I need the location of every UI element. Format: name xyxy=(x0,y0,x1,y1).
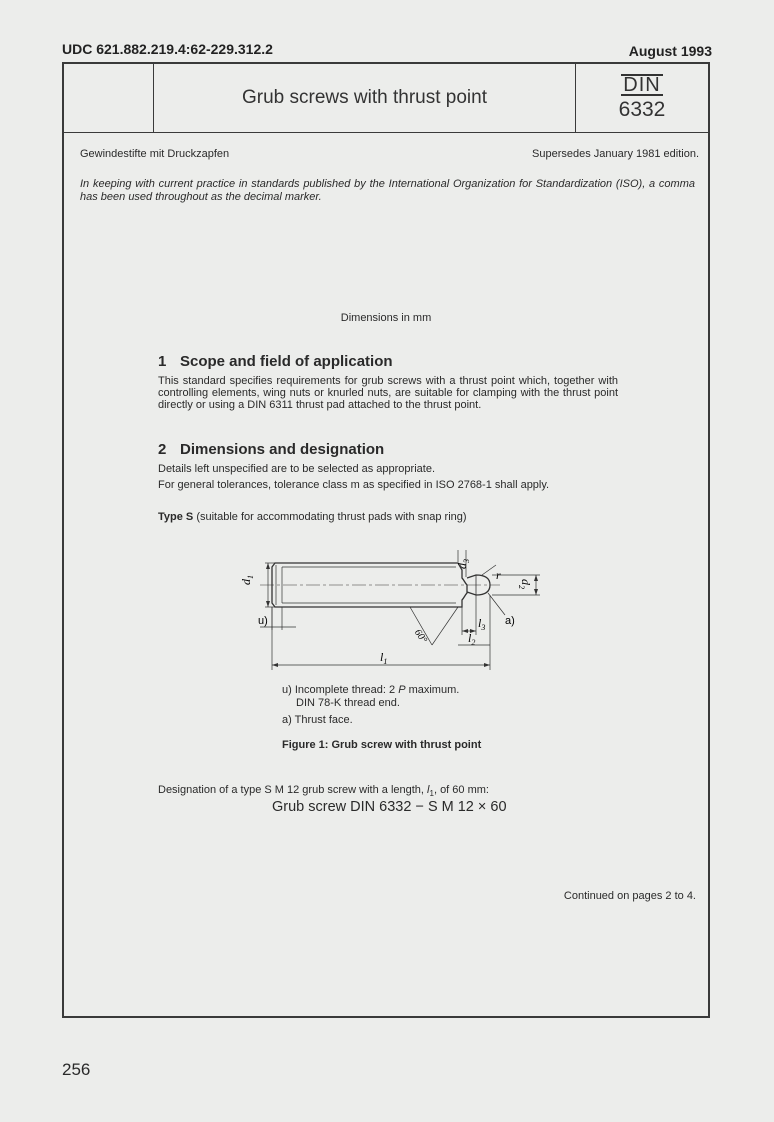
section-1-heading xyxy=(158,353,393,370)
publication-date: August 1993 xyxy=(628,43,712,59)
label-l2: $l_2$ xyxy=(468,631,476,647)
din-label: DIN xyxy=(623,74,661,96)
grub-screw-drawing xyxy=(220,545,550,675)
supersedes-note: Supersedes January 1981 edition. xyxy=(532,148,699,160)
section-2-number: 2 xyxy=(158,441,167,458)
din-designation xyxy=(576,64,708,132)
label-d1: $d_1$ xyxy=(239,575,255,585)
section-1-number: 1 xyxy=(158,353,167,370)
designation-intro: Designation of a type S M 12 grub screw with a length, $l_1$, of 60 mm: xyxy=(158,784,489,799)
section-1-text: This standard specifies requirements for grub screws with a thrust point which, together with controlling elements, wing nuts or knurled nuts, are suitable for clamping with the thrust point directly or using a DIN 6311 thrust pad attached to the thrust point. xyxy=(158,375,618,411)
section-2-line-2: For general tolerances, tolerance class m as specified in ISO 2768-1 shall apply. xyxy=(158,479,550,491)
iso-note: In keeping with current practice in standards published by the International Organization for Standardization (ISO), a comma has been used throughout as the decimal marker. xyxy=(80,178,695,203)
label-l3: $l_3$ xyxy=(478,616,486,632)
label-a: a) xyxy=(505,615,515,627)
header-divider xyxy=(62,132,710,133)
type-s-description: (suitable for accommodating thrust pads with snap ring) xyxy=(193,511,467,523)
label-angle: 60° xyxy=(411,627,430,646)
udc-number: UDC 621.882.219.4:62-229.312.2 xyxy=(62,41,273,57)
section-2-heading xyxy=(158,441,384,458)
label-r: r xyxy=(496,568,501,582)
type-s-label: Type S xyxy=(158,511,194,523)
designation-example: Grub screw DIN 6332 − S M 12 × 60 xyxy=(272,799,507,815)
footnote-a: a) Thrust face. xyxy=(282,714,353,726)
page-number: 256 xyxy=(62,1060,91,1079)
label-u: u) xyxy=(258,615,268,627)
label-d2: $d_2$ xyxy=(517,579,533,589)
section-2-line-1: Details left unspecified are to be selected as appropriate. xyxy=(158,463,435,475)
continued-note: Continued on pages 2 to 4. xyxy=(563,890,696,902)
section-2-title: Dimensions and designation xyxy=(180,441,385,458)
dimensions-note: Dimensions in mm xyxy=(340,312,432,324)
figure-caption: Figure 1: Grub screw with thrust point xyxy=(282,739,482,751)
din-number: 6332 xyxy=(618,98,666,121)
document-title: Grub screws with thrust point xyxy=(242,87,487,108)
page-frame xyxy=(62,62,710,1018)
section-1-title: Scope and field of application xyxy=(180,353,393,370)
footnote-u: u) Incomplete thread: 2 P maximum. DIN 78-K thread end. xyxy=(282,684,460,709)
german-title: Gewindestifte mit Druckzapfen xyxy=(80,148,230,160)
label-l1: $l_1$ xyxy=(380,650,388,666)
label-d3: $d_3$ xyxy=(455,559,471,569)
type-s-line xyxy=(158,510,467,524)
